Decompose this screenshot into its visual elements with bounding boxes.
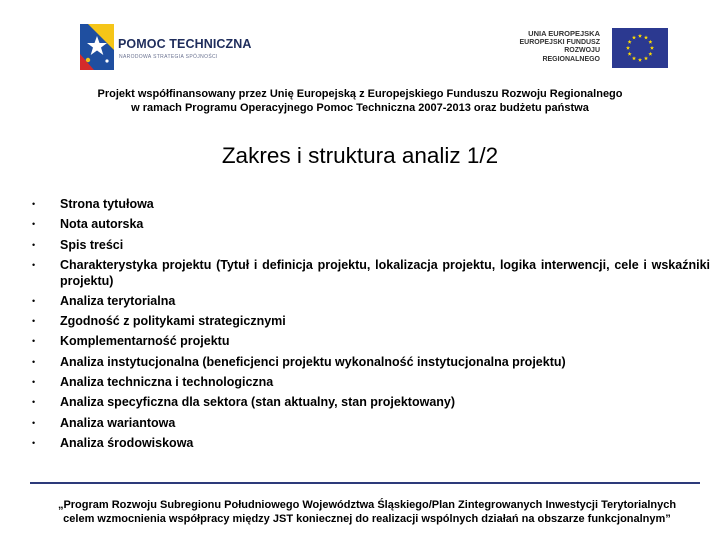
- list-item: [30, 235, 710, 255]
- slide-title: Zakres i struktura analiz 1/2: [221, 143, 499, 168]
- list-item: [30, 194, 710, 214]
- bullet-glyph: •: [32, 397, 36, 408]
- list-item: [30, 413, 710, 433]
- list-item-text: Zgodność z politykami strategicznymi: [60, 314, 286, 329]
- eu-logo: [508, 28, 663, 72]
- bullet-glyph: •: [32, 239, 36, 250]
- footer-line2: celem wzmocnienia współpracy między JST koniecznej do realizacji wspólnych działań na obszarze funkcjonalnym”: [63, 513, 671, 525]
- eu-flag-icon: [612, 28, 668, 68]
- eu-logo-text: [508, 30, 600, 64]
- funding-note-line2: w ramach Programu Operacyjnego Pomoc Techniczna 2007-2013 oraz budżetu państwa: [131, 102, 589, 114]
- list-item-text: Analiza specyficzna dla sektora (stan aktualny, stan projektowany): [60, 395, 456, 410]
- funding-note-line1: Projekt współfinansowany przez Unię Europejską z Europejskiego Funduszu Rozwoju Regionalnego: [97, 88, 623, 100]
- list-item-text: Analiza instytucjonalna (beneficjenci projektu wykonalność instytucjonalna projektu): [60, 354, 566, 369]
- bullet-glyph: •: [32, 377, 36, 388]
- list-item: [30, 331, 710, 351]
- bullet-glyph: •: [32, 417, 36, 428]
- left-logo-tagline: NARODOWA STRATEGIA SPÓJNOŚCI: [119, 54, 218, 60]
- list-item: [30, 433, 710, 453]
- list-item-text: Analiza środowiskowa: [60, 435, 194, 450]
- list-item: [30, 311, 710, 331]
- list-item: [30, 352, 710, 372]
- eu-logo-line1: UNIA EUROPEJSKA: [528, 29, 600, 38]
- list-item: [30, 372, 710, 392]
- bullet-glyph: •: [32, 437, 36, 448]
- bullet-glyph: •: [32, 199, 36, 209]
- list-item: [30, 392, 710, 412]
- list-item-text: Analiza techniczna i technologiczna: [60, 375, 274, 390]
- left-logo-name: POMOC TECHNICZNA: [118, 37, 252, 51]
- list-item-text: Charakterystyka projektu (Tytuł i definicja projektu, lokalizacja projektu, logika interwencji, cele i wskaźniki projektu): [60, 257, 710, 288]
- bullet-glyph: •: [32, 295, 36, 306]
- bullet-glyph: •: [32, 336, 36, 347]
- pomoc-techniczna-star-mark-icon: [80, 24, 114, 70]
- list-item-text: Analiza wariantowa: [60, 415, 176, 430]
- bullet-glyph: •: [32, 356, 36, 367]
- list-item-text: Komplementarność projektu: [60, 334, 230, 349]
- footer-divider: [30, 482, 700, 484]
- list-item: [30, 214, 710, 234]
- list-item-text: Strona tytułowa: [60, 197, 154, 211]
- list-item: [30, 291, 710, 311]
- list-item-text: Spis treści: [60, 237, 124, 252]
- footer-program-note: [22, 498, 712, 526]
- eu-logo-line3: ROZWOJU REGIONALNEGO: [542, 47, 600, 63]
- bullet-glyph: •: [32, 259, 36, 270]
- list-item-text: Nota autorska: [60, 217, 144, 232]
- bullet-glyph: •: [32, 219, 36, 230]
- list-item: [30, 255, 710, 291]
- eu-logo-line2: EUROPEJSKI FUNDUSZ: [519, 38, 600, 46]
- bullet-glyph: •: [32, 316, 36, 327]
- footer-line1: „Program Rozwoju Subregionu Południowego Województwa Śląskiego/Plan Zintegrowanych Inwestycji Terytorialnych: [57, 499, 677, 511]
- list-item-text: Analiza terytorialna: [60, 293, 176, 308]
- funding-note: [60, 87, 660, 115]
- analysis-list: [30, 194, 710, 453]
- pomoc-techniczna-logo: [80, 24, 250, 70]
